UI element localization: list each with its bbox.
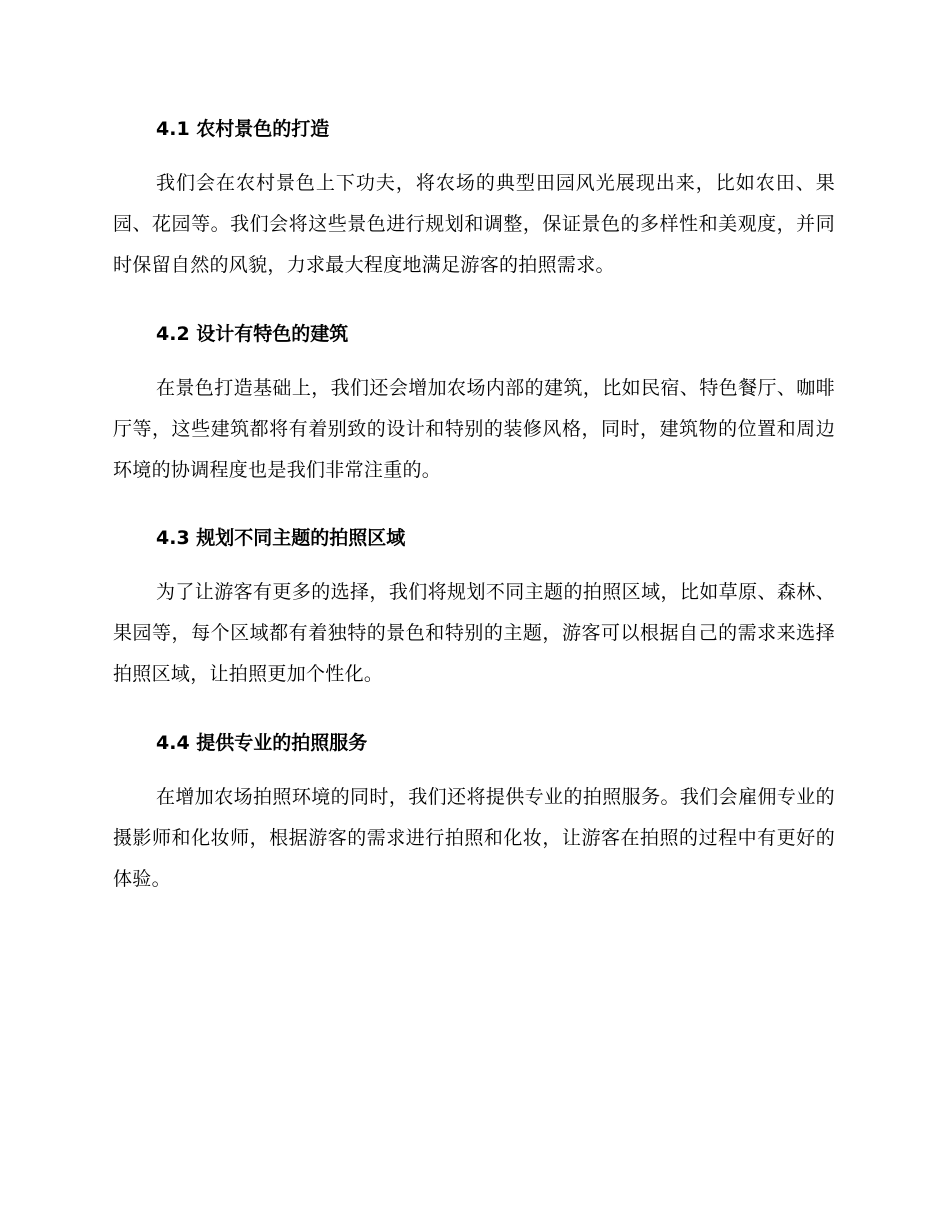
- section-4-3: [113, 524, 835, 695]
- section-heading: 4.1 农村景色的打造: [156, 118, 330, 140]
- section-4-4: [113, 729, 835, 900]
- section-heading: 4.3 规划不同主题的拍照区域: [156, 527, 406, 549]
- section-paragraph: 我们会在农村景色上下功夫，将农场的典型田园风光展现出来，比如农田、果园、花园等。我们会将这些景色进行规划和调整，保证景色的多样性和美观度，并同时保留自然的风貌，力求最大程度地满足游客的拍照需求。: [113, 172, 835, 276]
- section-paragraph: 为了让游客有更多的选择，我们将规划不同主题的拍照区域，比如草原、森林、果园等，每个区域都有着独特的景色和特别的主题，游客可以根据自己的需求来选择拍照区域，让拍照更加个性化。: [113, 581, 835, 685]
- section-paragraph: 在增加农场拍照环境的同时，我们还将提供专业的拍照服务。我们会雇佣专业的摄影师和化妆师，根据游客的需求进行拍照和化妆，让游客在拍照的过程中有更好的体验。: [113, 786, 835, 890]
- section-paragraph: 在景色打造基础上，我们还会增加农场内部的建筑，比如民宿、特色餐厅、咖啡厅等，这些建筑都将有着别致的设计和特别的装修风格，同时，建筑物的位置和周边环境的协调程度也是我们非常注重的。: [113, 377, 835, 481]
- section-4-2: [113, 320, 835, 491]
- section-heading: 4.4 提供专业的拍照服务: [156, 732, 368, 754]
- section-4-1: [113, 115, 835, 286]
- section-heading: 4.2 设计有特色的建筑: [156, 323, 349, 345]
